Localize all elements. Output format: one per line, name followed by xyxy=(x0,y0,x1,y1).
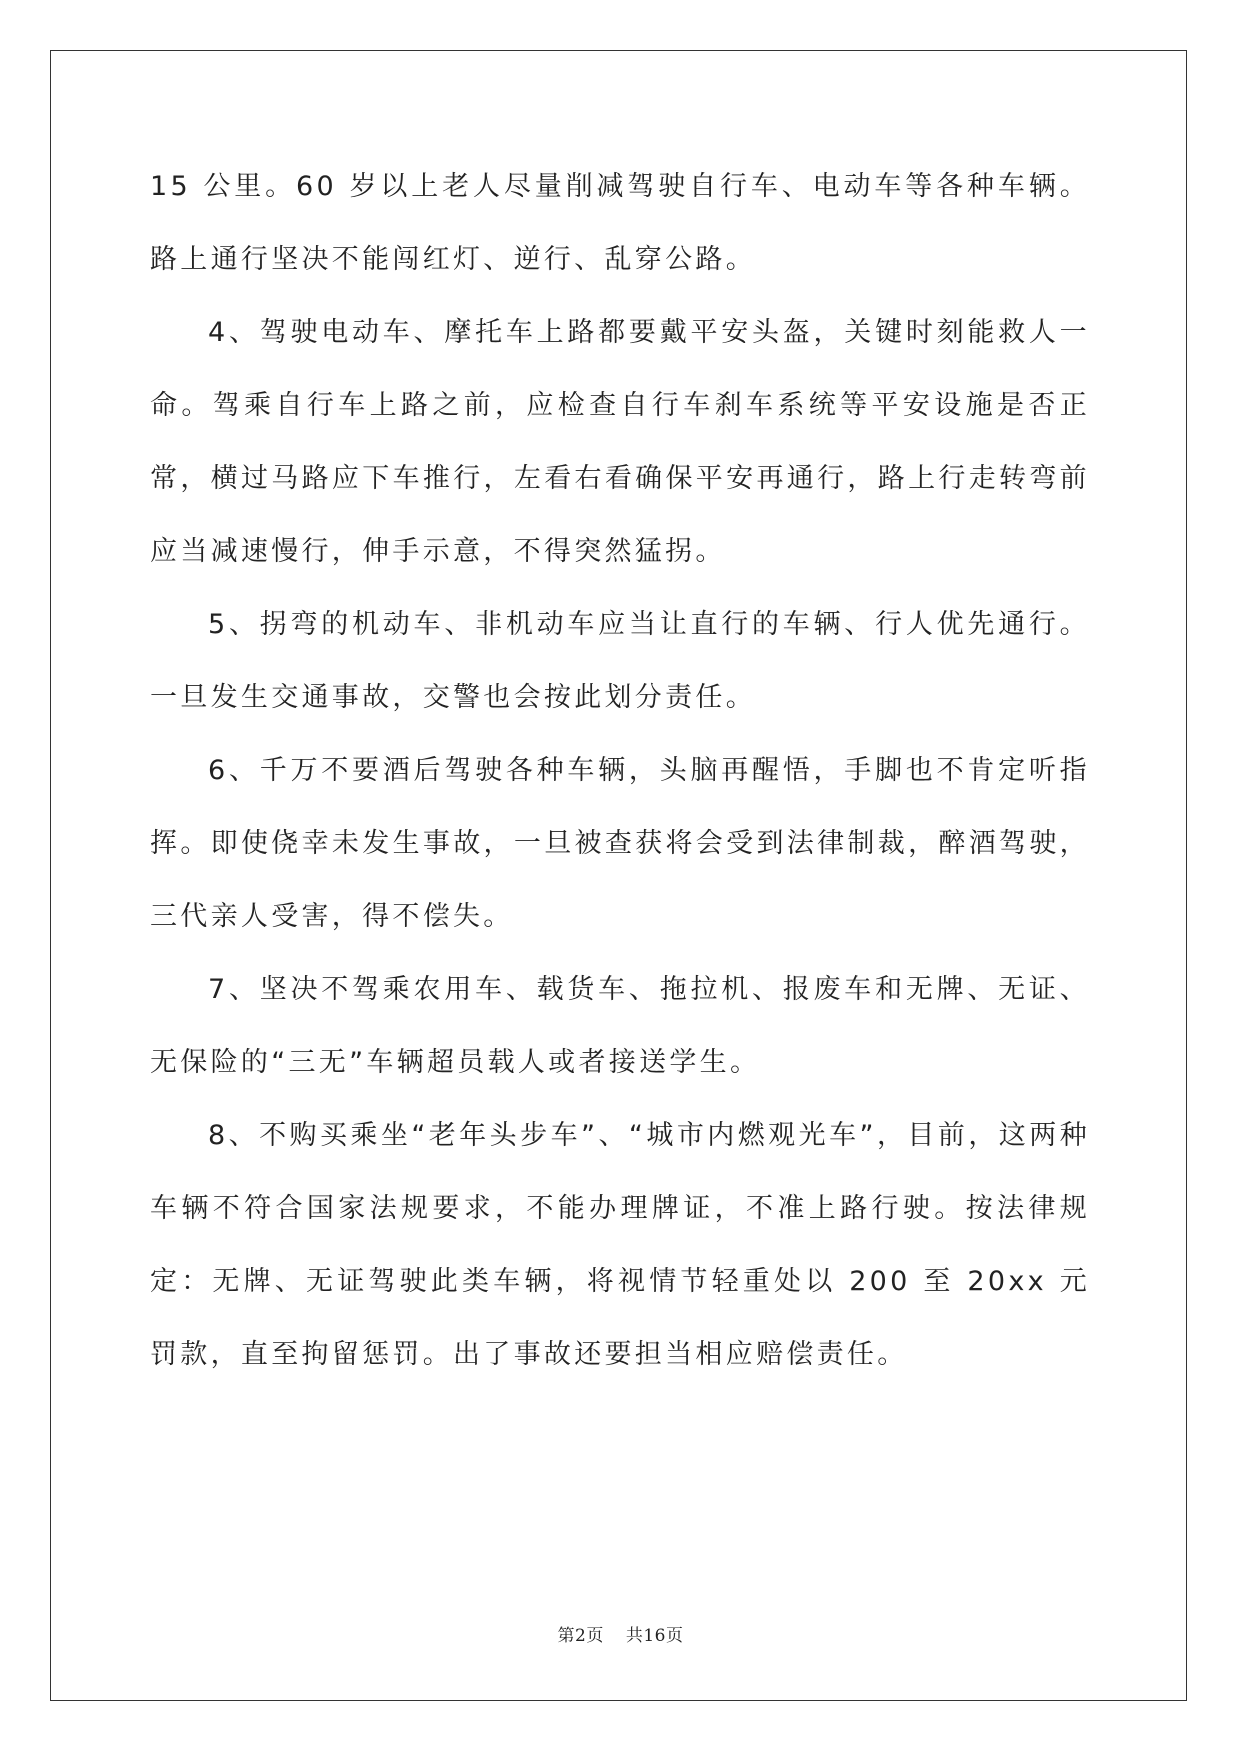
paragraph-item-7: 7、坚决不驾乘农用车、载货车、拖拉机、报废车和无牌、无证、无保险的“三无”车辆超员载人或者接送学生。 xyxy=(150,974,1090,1078)
paragraph-item-4: 4、驾驶电动车、摩托车上路都要戴平安头盔，关键时刻能救人一命。驾乘自行车上路之前，应检查自行车刹车系统等平安设施是否正常，横过马路应下车推行，左看右看确保平安再通行，路上行走转弯前应当减速慢行，伸手示意，不得突然猛拐。 xyxy=(150,317,1090,567)
paragraph-item-5: 5、拐弯的机动车、非机动车应当让直行的车辆、行人优先通行。一旦发生交通事故，交警也会按此划分责任。 xyxy=(150,609,1090,713)
page-footer xyxy=(0,1621,1241,1646)
page-total: 共16页 xyxy=(625,1626,684,1646)
document-body xyxy=(150,150,1090,1391)
paragraph-continuation: 15 公里。60 岁以上老人尽量削减驾驶自行车、电动车等各种车辆。路上通行坚决不能闯红灯、逆行、乱穿公路。 xyxy=(150,171,1090,275)
paragraph-item-8: 8、不购买乘坐“老年头步车”、“城市内燃观光车”，目前，这两种车辆不符合国家法规要求，不能办理牌证，不准上路行驶。按法律规定：无牌、无证驾驶此类车辆，将视情节轻重处以 200 至 20xx 元罚款，直至拘留惩罚。出了事故还要担当相应赔偿责任。 xyxy=(150,1120,1090,1370)
page-number: 第2页 xyxy=(557,1626,604,1646)
paragraph-item-6: 6、千万不要酒后驾驶各种车辆，头脑再醒悟，手脚也不肯定听指挥。即使侥幸未发生事故，一旦被查获将会受到法律制裁，醉酒驾驶，三代亲人受害，得不偿失。 xyxy=(150,755,1090,932)
